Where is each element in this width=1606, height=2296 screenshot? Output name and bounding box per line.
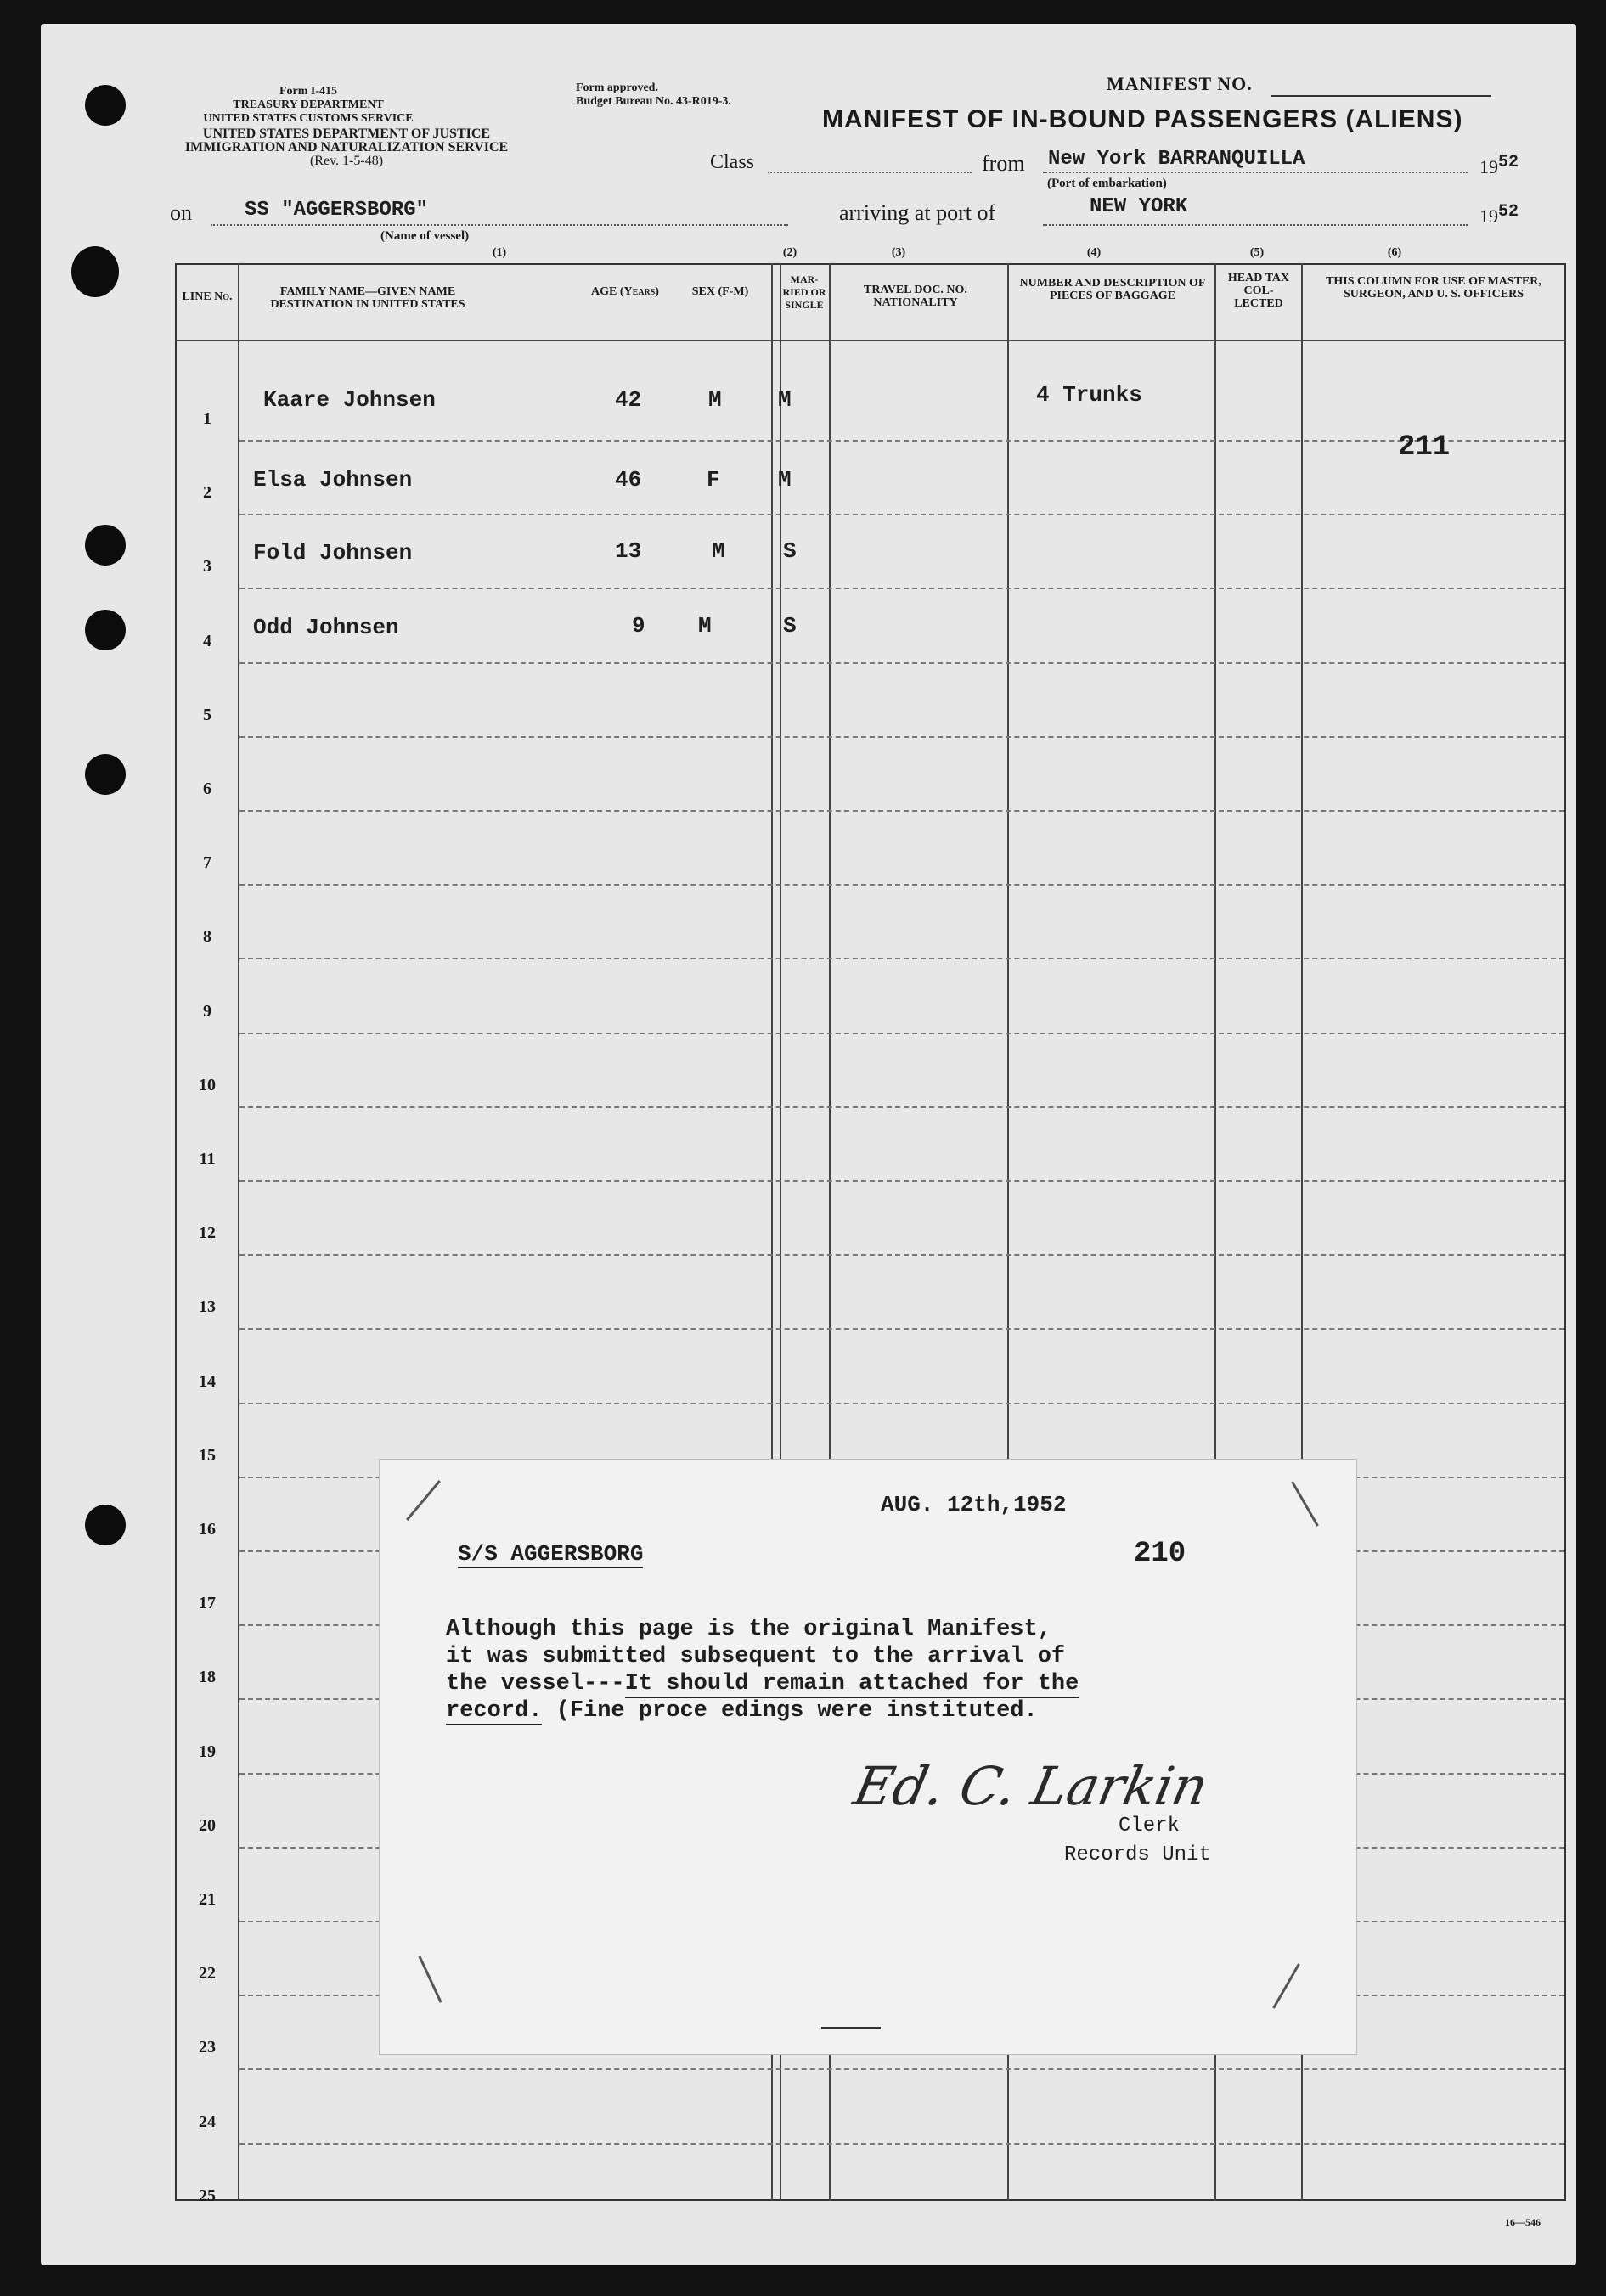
- note-emphasis: record.: [446, 1698, 543, 1724]
- passenger-status: S: [783, 613, 797, 639]
- line-number: 10: [199, 1075, 216, 1095]
- staple: [1272, 1963, 1300, 2008]
- line-number: 23: [199, 2038, 216, 2057]
- note-date: AUG. 12th,1952: [881, 1492, 1067, 1517]
- row-rule: [239, 2143, 1564, 2145]
- row-rule: [239, 1106, 1564, 1108]
- line-number: 13: [199, 1297, 216, 1317]
- arrival-year-prefix: 19: [1479, 205, 1498, 227]
- attached-note: [379, 1459, 1357, 2055]
- justice-dept: UNITED STATES DEPARTMENT OF JUSTICE: [202, 127, 491, 141]
- line-number: 22: [199, 1964, 216, 1984]
- line-number: 18: [199, 1668, 216, 1687]
- passenger-status: M: [778, 387, 792, 413]
- row-rule: [239, 810, 1564, 812]
- passenger-sex: M: [698, 613, 712, 639]
- manifest-page: [41, 24, 1576, 2265]
- col-num-5: (5): [1249, 246, 1265, 259]
- line-number: 21: [199, 1890, 216, 1909]
- row-rule: [239, 958, 1564, 959]
- col-header-age: AGE (Years): [591, 285, 659, 298]
- from-value: New York BARRANQUILLA: [1048, 148, 1305, 171]
- line-number: 24: [199, 2112, 216, 2131]
- records-unit: Records Unit: [1064, 1843, 1211, 1866]
- row-rule: [239, 736, 1564, 738]
- note-mark: [821, 2027, 881, 2029]
- passenger-name: Elsa Johnsen: [253, 467, 413, 492]
- treasury-dept: TREASURY DEPARTMENT: [233, 98, 384, 111]
- arrival-port: NEW YORK: [1090, 195, 1188, 218]
- col-num-2: (2): [782, 246, 797, 259]
- passenger-sex: F: [707, 467, 720, 492]
- line-number: 12: [199, 1224, 216, 1243]
- row-rule: [239, 440, 1564, 442]
- row-rule: [239, 1033, 1564, 1034]
- note-line: it was submitted subsequent to the arrival of: [446, 1644, 1066, 1669]
- from-label: from: [982, 151, 1025, 176]
- vessel-field[interactable]: [211, 224, 788, 226]
- col-header-line-no: LINE No.: [182, 290, 233, 303]
- punch-hole: [85, 525, 126, 566]
- header-bottom-rule: [175, 340, 1566, 341]
- line-number: 5: [203, 705, 211, 724]
- line-number: 3: [203, 557, 211, 577]
- line-number: 25: [199, 2186, 216, 2205]
- col-num-6: (6): [1387, 246, 1402, 259]
- year-suffix: 52: [1498, 153, 1519, 172]
- on-label: on: [170, 200, 192, 225]
- staple: [418, 1956, 442, 2003]
- staple: [406, 1480, 441, 1521]
- line-number: 9: [203, 1001, 211, 1021]
- line-number: 7: [203, 853, 211, 873]
- year-prefix: 19: [1479, 156, 1498, 177]
- row-rule: [239, 588, 1564, 589]
- clerk-title: Clerk: [1119, 1815, 1181, 1837]
- row-rule: [239, 1328, 1564, 1330]
- punch-hole: [85, 610, 126, 650]
- clerk-signature: Ed. C. Larkin: [848, 1755, 1214, 1817]
- port-embark-caption: (Port of embarkation): [1047, 177, 1167, 190]
- col-num-3: (3): [891, 246, 906, 259]
- line-number: 17: [199, 1594, 216, 1613]
- passenger-baggage: 4 Trunks: [1036, 382, 1142, 408]
- col-header-baggage: NUMBER AND DESCRIPTION OF PIECES OF BAGGAGE: [1019, 277, 1206, 302]
- passenger-age: 13: [615, 538, 642, 564]
- col-header-married: MAR-RIED OR SINGLE: [782, 273, 826, 311]
- punch-hole: [71, 246, 119, 297]
- manifest-title: MANIFEST OF IN-BOUND PASSENGERS (ALIENS): [822, 105, 1463, 133]
- col-header-sex: SEX (F-M): [691, 285, 749, 298]
- passenger-name: Fold Johnsen: [253, 540, 413, 566]
- note-vessel: S/S AGGERSBORG: [458, 1541, 644, 1567]
- form-number: Form I-415: [279, 85, 338, 98]
- manifest-no-line: [1271, 95, 1491, 97]
- vessel-caption: (Name of vessel): [380, 229, 470, 243]
- punch-hole: [85, 1505, 126, 1545]
- arrival-year-suffix: 52: [1498, 202, 1519, 222]
- customs-service: UNITED STATES CUSTOMS SERVICE: [203, 112, 414, 125]
- note-line: (Fine proce edings were instituted.: [542, 1698, 1038, 1724]
- col-header-name: FAMILY NAME—GIVEN NAME DESTINATION IN UNITED STATES: [270, 285, 465, 311]
- revision: (Rev. 1-5-48): [309, 154, 384, 168]
- note-line: the vessel---: [446, 1671, 625, 1697]
- row-rule: [239, 1254, 1564, 1256]
- col-num-1: (1): [492, 246, 507, 259]
- passenger-name: Odd Johnsen: [253, 615, 399, 640]
- footer-code: 16—546: [1505, 2216, 1541, 2228]
- line-number: 14: [199, 1371, 216, 1391]
- passenger-name: Kaare Johnsen: [263, 387, 436, 413]
- col-header-travel-doc: TRAVEL DOC. NO. NATIONALITY: [864, 284, 967, 309]
- line-number: 15: [199, 1445, 216, 1465]
- col-header-head-tax: HEAD TAX COL-LECTED: [1227, 272, 1290, 310]
- line-number: 6: [203, 779, 211, 798]
- note-line: Although this page is the original Manifest,: [446, 1617, 1051, 1642]
- passenger-status: S: [783, 538, 797, 564]
- manifest-no-label: MANIFEST NO.: [1107, 73, 1253, 94]
- row-rule: [239, 514, 1564, 515]
- vessel-value: SS "AGGERSBORG": [245, 199, 429, 222]
- punch-hole: [85, 85, 126, 126]
- row-rule: [239, 884, 1564, 886]
- class-label: Class: [710, 151, 755, 173]
- officer-note: 211: [1398, 431, 1451, 464]
- budget-bureau: Budget Bureau No. 43-R019-3.: [576, 95, 731, 108]
- form-approved: Form approved.: [576, 82, 658, 94]
- passenger-age: 42: [615, 387, 642, 413]
- row-rule: [239, 1403, 1564, 1404]
- staple: [1291, 1481, 1319, 1526]
- col-header-officers: THIS COLUMN FOR USE OF MASTER, SURGEON, AND U. S. OFFICERS: [1326, 275, 1541, 301]
- line-number: 11: [199, 1150, 216, 1168]
- col-num-4: (4): [1086, 246, 1102, 259]
- ins-service: IMMIGRATION AND NATURALIZATION SERVICE: [184, 140, 509, 155]
- punch-hole: [85, 754, 126, 795]
- line-number: 4: [203, 631, 211, 650]
- class-field[interactable]: [768, 172, 972, 173]
- line-number: 16: [199, 1520, 216, 1539]
- note-number: 210: [1134, 1538, 1186, 1570]
- line-number: 20: [199, 1815, 216, 1835]
- row-rule: [239, 1180, 1564, 1182]
- passenger-age: 46: [615, 467, 642, 492]
- passenger-sex: M: [712, 538, 725, 564]
- line-number: 19: [199, 1742, 216, 1761]
- line-number: 1: [203, 409, 211, 428]
- passenger-status: M: [778, 467, 792, 492]
- line-number: 2: [203, 483, 211, 503]
- arriving-label: arriving at port of: [839, 200, 996, 225]
- passenger-sex: M: [708, 387, 722, 413]
- row-rule: [239, 662, 1564, 664]
- arrival-port-field[interactable]: [1043, 224, 1468, 226]
- row-rule: [239, 2068, 1564, 2070]
- note-emphasis: It should remain attached for the: [624, 1671, 1079, 1697]
- from-field[interactable]: [1043, 172, 1468, 173]
- passenger-age: 9: [632, 613, 645, 639]
- line-number: 8: [203, 927, 211, 947]
